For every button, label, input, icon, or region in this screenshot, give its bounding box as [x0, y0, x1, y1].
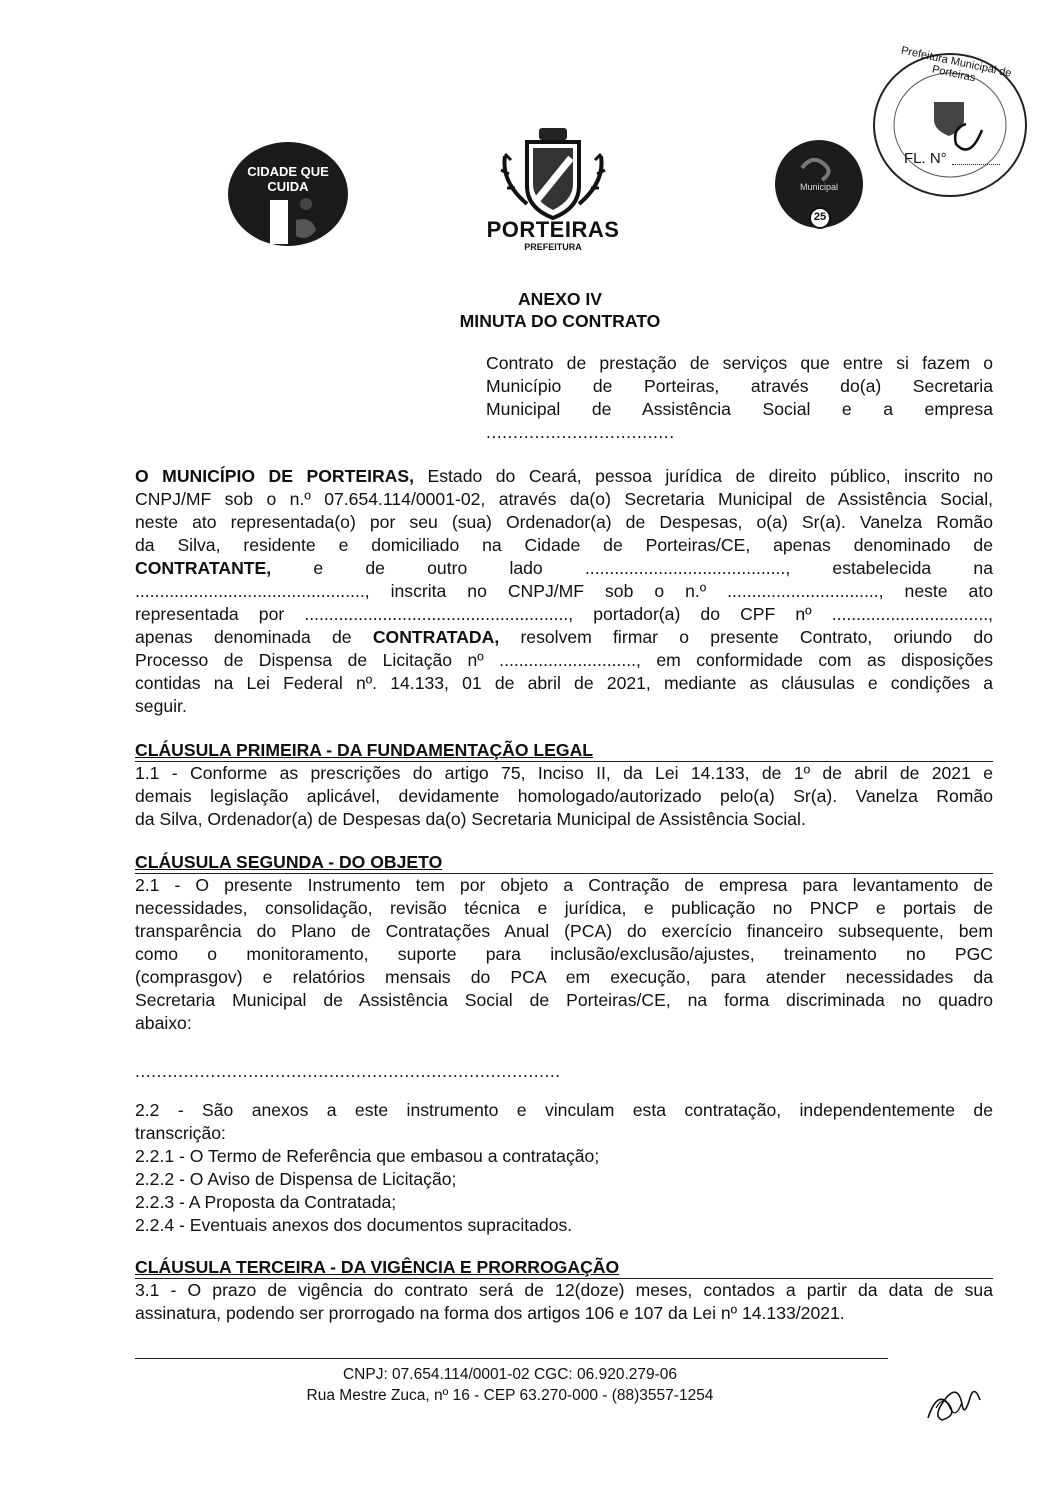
annex-item: 2.2.4 - Eventuais anexos dos documentos supracitados.: [135, 1215, 573, 1235]
clause2-line: como o monitoramento, suporte para inclusão/exclusão/ajustes, treinamento no PGC: [135, 944, 993, 964]
clause1-line: 1.1 - Conforme as prescrições do artigo 75, Inciso II, da Lei 14.133, de 1º de abril de 2021 e: [135, 763, 993, 783]
clause2-line: 2.2 - São anexos a este instrumento e vinculam esta contratação, independentemente de: [135, 1100, 993, 1120]
brand-subtitle: PREFEITURA: [524, 242, 582, 252]
crest-icon: [497, 126, 609, 222]
clause2-annexes: [135, 1099, 993, 1237]
footer-address: Rua Mestre Zuca, nº 16 - CEP 63.270-000 - (88)3557-1254: [306, 1387, 714, 1404]
clause3-line: assinatura, podendo ser prorrogado na forma dos artigos 106 e 107 da Lei nº 14.133/2021.: [135, 1303, 845, 1323]
clause2-heading: CLÁUSULA SEGUNDA - DO OBJETO: [135, 851, 993, 874]
preamble-line: da Silva, residente e domiciliado na Cidade de Porteiras/CE, apenas denominado de: [135, 535, 993, 555]
preamble-line: seguir.: [135, 696, 187, 716]
object-placeholder: ...............................................................................: [135, 1061, 561, 1081]
clause2-line: 2.1 - O presente Instrumento tem por objeto a Contração de empresa para levantamento de: [135, 875, 993, 895]
initials-signature: [922, 1368, 986, 1428]
contract-title: MINUTA DO CONTRATO: [459, 311, 661, 331]
cidade-logo-icon: [226, 140, 350, 248]
brand-name: PORTEIRAS: [486, 217, 620, 242]
preamble-line: CNPJ/MF sob o n.º 07.654.114/0001-02, através da(o) Secretaria Municipal de Assistência Social,: [135, 489, 993, 509]
contract-summary: [486, 352, 993, 444]
clause1-line: da Silva, Ordenador(a) de Despesas da(o) Secretaria Municipal de Assistência Social.: [135, 809, 806, 829]
clause2-line: Secretaria Municipal de Assistência Social de Porteiras/CE, na forma discriminada no quadro: [135, 990, 993, 1010]
clause1-body: [135, 762, 993, 831]
clause3-heading: CLÁUSULA TERCEIRA - DA VIGÊNCIA E PRORROGAÇÃO: [135, 1256, 993, 1279]
clause2-line: abaixo:: [135, 1013, 192, 1033]
preamble-line: contidas na Lei Federal nº. 14.133, 01 de abril de 2021, mediante as cláusulas e condições a: [135, 673, 993, 693]
annex-item: 2.2.2 - O Aviso de Dispensa de Licitação;: [135, 1169, 457, 1189]
clause1-line: demais legislação aplicável, devidamente homologado/autorizado pelo(a) Sr(a). Vanelza Romão: [135, 786, 993, 806]
stamp-ring-text: Prefeitura Municipal de Porteiras: [899, 44, 1013, 85]
summary-line: Município de Porteiras, através do(a) Secretaria: [486, 376, 993, 396]
preamble-line: O MUNICÍPIO DE PORTEIRAS, Estado do Ceará, pessoa jurídica de direito público, inscrito no: [135, 466, 993, 486]
stamp-fl-label: FL. N°: [904, 150, 947, 167]
clause1-heading: CLÁUSULA PRIMEIRA - DA FUNDAMENTAÇÃO LEGAL: [135, 739, 993, 762]
preamble-line: ..............................................., inscrita no CNPJ/MF sob o n.º ..............................., neste ato: [135, 581, 993, 601]
seal-text: Municipal: [799, 182, 839, 192]
porteiras-crest: [497, 126, 609, 222]
cidade-que-cuida-logo: [226, 140, 350, 248]
clause2-body: [135, 874, 993, 1035]
cidade-logo-text: CIDADE QUE CUIDA: [247, 164, 329, 194]
preamble: [135, 465, 993, 718]
preamble-line: Processo de Dispensa de Licitação nº ............................, em conformidade com as disposições: [135, 650, 993, 670]
stamp-fl-blank: [952, 164, 1000, 165]
preamble-line: apenas denominada de CONTRATADA, resolvem firmar o presente Contrato, oriundo do: [135, 627, 993, 647]
seal-number: 25: [813, 211, 827, 223]
clause3-line: 3.1 - O prazo de vigência do contrato será de 12(doze) meses, contados a partir da data de sua: [135, 1280, 993, 1300]
footer-cnpj: CNPJ: 07.654.114/0001-02 CGC: 06.920.279-06: [342, 1366, 678, 1383]
anniversary-seal: [772, 138, 866, 232]
preamble-line: CONTRATANTE, e de outro lado ........................................., estabelecida na: [135, 558, 993, 578]
municipal-stamp: [870, 44, 1030, 200]
footer-divider: [135, 1358, 888, 1359]
summary-line: Contrato de prestação de serviços que entre si fazem o: [486, 353, 993, 373]
preamble-line: neste ato representada(o) por seu (sua) Ordenador(a) de Despesas, o(a) Sr(a). Vanelza Romão: [135, 512, 993, 532]
annex-item: 2.2.3 - A Proposta da Contratada;: [135, 1192, 397, 1212]
annex-title: ANEXO IV: [517, 289, 603, 309]
annex-item: 2.2.1 - O Termo de Referência que embasou a contratação;: [135, 1146, 600, 1166]
summary-line: ...................................: [486, 422, 675, 442]
clause2-line: (comprasgov) e relatórios mensais do PCA em execução, para atender necessidades da: [135, 967, 993, 987]
clause2-line: transparência do Plano de Contratações Anual (PCA) do exercício financeiro subsequente, bem: [135, 921, 993, 941]
preamble-line: representada por ......................................................, portador(a) do CPF nº ................................,: [135, 604, 993, 624]
summary-line: Municipal de Assistência Social e a empresa: [486, 399, 993, 419]
clause2-line: transcrição:: [135, 1123, 226, 1143]
signature-icon: [922, 1368, 986, 1428]
clause2-line: necessidades, consolidação, revisão técnica e jurídica, e publicação no PNCP e portais de: [135, 898, 993, 918]
clause3-body: [135, 1279, 993, 1325]
